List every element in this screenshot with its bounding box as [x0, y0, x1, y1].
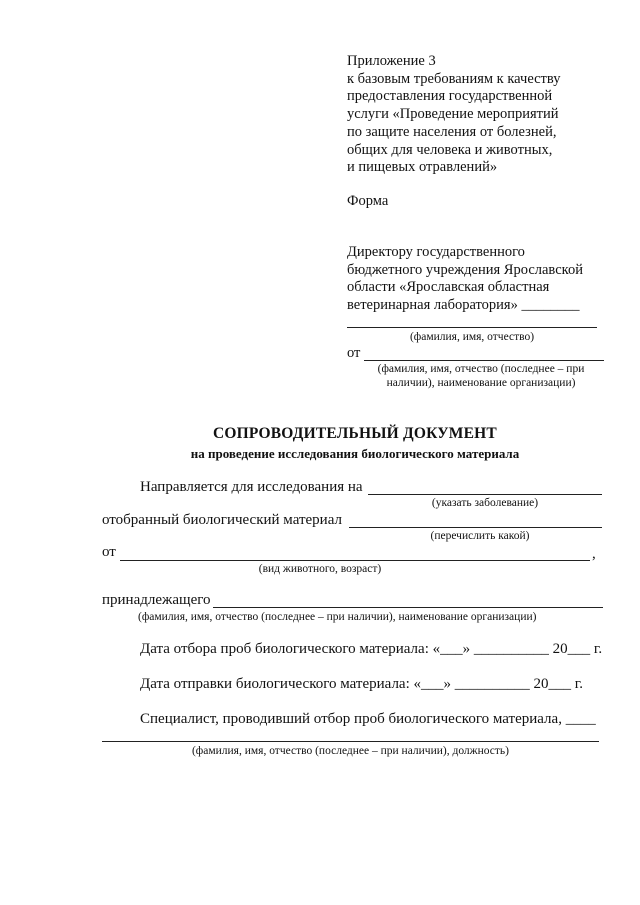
from-caption-1: (фамилия, имя, отчество (последнее – при [377, 363, 585, 375]
appendix-line: предоставления государственной [347, 88, 553, 105]
material-label: отобранный биологический материал [102, 512, 342, 528]
appendix-line: услуги «Проведение мероприятий [347, 106, 559, 123]
document-subtitle: на проведение исследования биологического материала [190, 446, 520, 461]
specialist-caption: (фамилия, имя, отчество (последнее – при наличии), должность) [191, 745, 510, 757]
addressee-line: Директору государственного [347, 244, 525, 260]
addressee-line: области «Ярославская областная [347, 279, 550, 296]
appendix-block [347, 53, 561, 177]
addressee-line: ветеринарная лаборатория» ________ [347, 297, 580, 314]
appendix-line: по защите населения от болезней, [347, 123, 557, 140]
specialist-label: Специалист, проводивший отбор проб биологического материала, ____ [140, 711, 596, 727]
owner-label: принадлежащего [102, 592, 211, 608]
sent-for-label: Направляется для исследования на [140, 479, 363, 495]
animal-from-label: от [102, 544, 116, 560]
fio-caption: (фамилия, имя, отчество) [409, 331, 535, 343]
appendix-line: Приложение 3 [347, 53, 436, 69]
owner-caption: (фамилия, имя, отчество (последнее – при наличии), наименование организации) [138, 611, 537, 623]
appendix-line: и пищевых отравлений» [347, 159, 498, 176]
form-label: Форма [347, 193, 389, 209]
addressee-line: бюджетного учреждения Ярославской [347, 261, 583, 278]
owner-line[interactable] [213, 607, 603, 608]
disease-caption: (указать заболевание) [431, 497, 539, 509]
material-line[interactable] [349, 527, 602, 528]
sampling-date[interactable]: Дата отбора проб биологического материала: «___» __________ 20___ г. [140, 641, 603, 657]
shipping-date[interactable]: Дата отправки биологического материала: «___» __________ 20___ г. [140, 676, 583, 692]
from-caption-2: наличии), наименование организации) [386, 377, 576, 389]
from-line[interactable] [364, 360, 604, 361]
animal-caption: (вид животного, возраст) [258, 563, 382, 575]
disease-line[interactable] [368, 494, 602, 495]
material-caption: (перечислить какой) [430, 530, 530, 542]
appendix-line: общих для человека и животных, [347, 141, 553, 158]
fio-line[interactable] [347, 327, 597, 328]
animal-comma: , [592, 546, 596, 562]
from-label: от [347, 345, 361, 361]
document-title: СОПРОВОДИТЕЛЬНЫЙ ДОКУМЕНТ [213, 425, 497, 442]
specialist-line[interactable] [102, 741, 599, 742]
appendix-line: к базовым требованиям к качеству [347, 70, 561, 87]
animal-line[interactable] [120, 560, 590, 561]
addressee-block [347, 244, 583, 315]
